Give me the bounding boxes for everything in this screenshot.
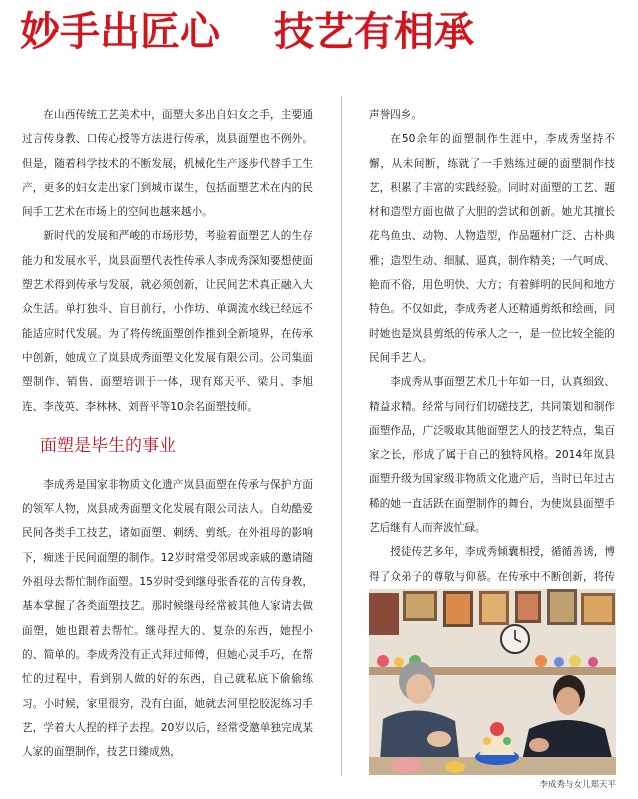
headline-part-2: 技艺有相承 bbox=[274, 9, 474, 55]
paragraph-continuation: 声誉四乡。 bbox=[369, 109, 422, 121]
paragraph: 新时代的发展和严峻的市场形势，考验着面塑艺人的生存能力和发展水平，岚县面塑代表性传承人李成秀深知要想使面塑艺术得到传承与发展，就必须创新，让民间艺术真正融入大众生活。单打独斗、盲目前行，小作坊、单调流水线已经远不能适应时代发展。为了将传统面塑创作推到全新境界，在传承中创新，她成立了岚县成秀面塑文化发展有限公司。公司集面塑制作、销售、面塑培训于一体，现有郑天平、梁月、李旭连、李茂英、李林林、刘晋平等10余名面塑技师。 bbox=[22, 230, 313, 413]
headline bbox=[20, 6, 630, 58]
left-column bbox=[22, 103, 313, 764]
section-heading: 面塑是毕生的事业 bbox=[40, 435, 176, 456]
paragraph: 在山西传统工艺美术中，面塑大多出自妇女之手，主要通过言传身教、口传心授等方法进行传承，岚县面塑也不例外。但是，随着科学技术的不断发展，机械化生产逐步代替手工生产，更多的妇女走出家门到城市谋生，包括面塑艺术在内的民间手工艺术在市场上的空间也越来越小。 bbox=[22, 109, 313, 219]
right-column bbox=[369, 103, 615, 662]
column-divider bbox=[341, 96, 342, 776]
headline-part-1: 妙手出匠心 bbox=[20, 9, 220, 55]
photo-caption: 李成秀与女儿郑天平 bbox=[539, 780, 616, 790]
paragraph: 在50余年的面塑制作生涯中，李成秀坚持不懈，从未间断，练就了一手熟练过硬的面塑制作技艺，积累了丰富的实践经验。同时对面塑的工艺、题材和造型方面也做了大胆的尝试和创新。她尤其擅长花鸟鱼虫、动物、人物造型，作品题材广泛、古朴典雅；造型生动、细腻、逼真，制作精美；一气呵成、艳而不俗，用色明快、大方；有着鲜明的民间和地方特色。不仅如此，李成秀老人还精通剪纸和绘画，同时她也是岚县剪纸的传承人之一，是一位比较全能的民间手艺人。 bbox=[369, 133, 615, 364]
paragraph: 李成秀是国家非物质文化遗产岚县面塑在传承与保护方面的领军人物，岚县成秀面塑文化发展有限公司法人。自幼酷爱民间各类手工技艺，诸如面塑、刺绣、剪纸。在外祖母的影响下，痴迷于民间面塑的制作。12岁时常受邻居或亲戚的邀请随外祖母去帮忙制作面塑。15岁时受到继母张香花的言传身教，基本掌握了各类面塑技艺。那时候继母经常被其他人家请去做面塑，她也跟着去帮忙。继母捏大的、复杂的东西，她捏小的、简单的。李成秀没有正式拜过师傅，但她心灵手巧，在帮忙的过程中，看到别人做的好的东西，自己就私底下偷偷练习。小时候，家里很穷，没有白面，她就去河里挖胶泥练习手艺，学着大人捏的样子去捏。20岁以后，经常受邀单独完成某人家的面塑制作，技艺日臻成熟， bbox=[22, 478, 313, 759]
article-photo bbox=[369, 589, 616, 775]
paragraph: 李成秀从事面塑艺术几十年如一日，认真细致、精益求精。经常与同行们切磋技艺，共同策划和制作面塑作品，广泛吸取其他面塑艺人的技艺特点，集百家之长，形成了属于自己的独特风格。2014年岚县面塑升级为国家级非物质文化遗产后，当时已年过古稀的她一直活跃在面塑制作的舞台，为使岚县面塑手艺后继有人而奔波忙碌。 bbox=[369, 376, 615, 535]
paragraph: 授徒传艺多年，李成秀倾囊相授，循循善诱，博得了众弟子的尊敬与仰慕。在传承中不断创新，将传 bbox=[369, 546, 615, 583]
